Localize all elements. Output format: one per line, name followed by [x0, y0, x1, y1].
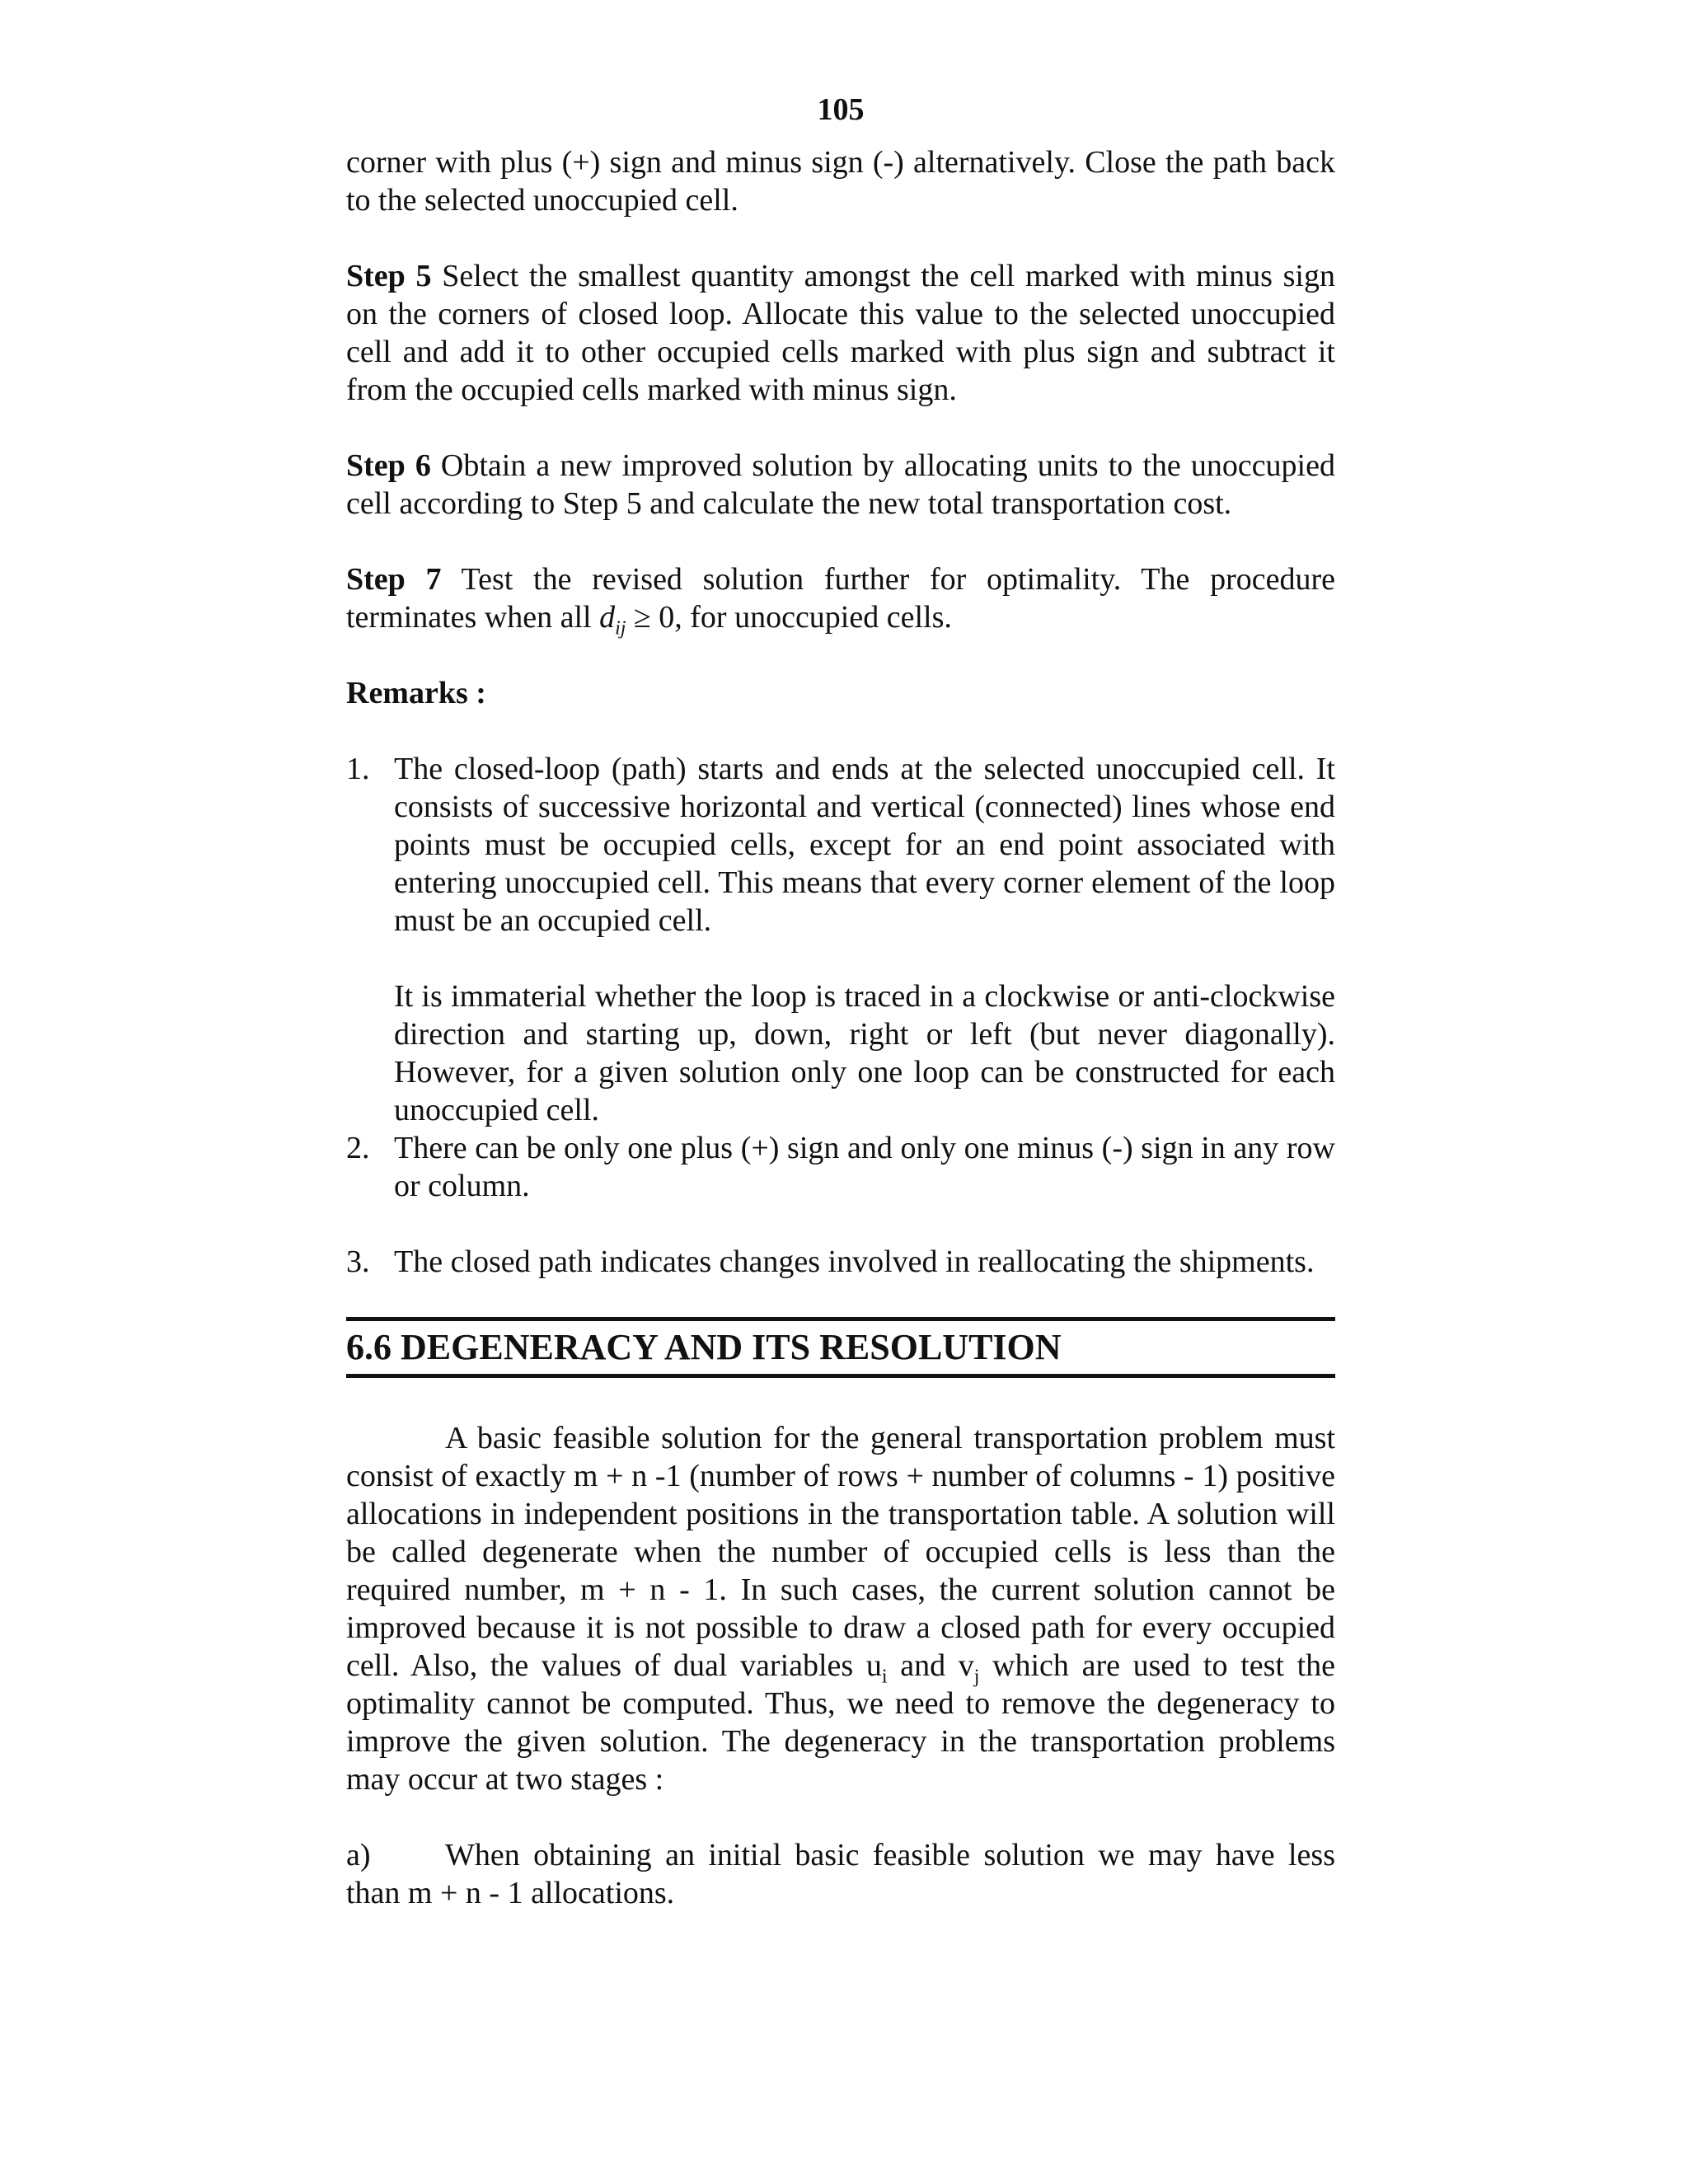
remark-number: 1.: [346, 752, 370, 786]
remarks-heading: Remarks :: [346, 676, 486, 710]
step-6-paragraph: [346, 447, 1335, 523]
remarks-list: [346, 750, 1335, 1281]
degeneracy-paragraph: [346, 1419, 1335, 1798]
remark-item-2: [346, 1129, 1335, 1205]
u-subscript: i: [881, 1666, 888, 1688]
remark-text: The closed path indicates changes involved in reallocating the shipments.: [394, 1244, 1315, 1279]
step-7-paragraph: [346, 560, 1335, 640]
math-var: d: [599, 600, 616, 635]
list-item-a: [346, 1836, 1335, 1912]
step-6-text: Obtain a new improved solution by allocating units to the unoccupied cell according to Step 5 and calculate the new total transportation cost.: [346, 448, 1335, 521]
item-a-marker: a): [346, 1838, 371, 1872]
document-page: [346, 91, 1335, 1912]
remark-text: There can be only one plus (+) sign and only one minus (-) sign in any row or column.: [394, 1131, 1335, 1203]
step-5-paragraph: [346, 257, 1335, 409]
continuation-paragraph: corner with plus (+) sign and minus sign (-) alternatively. Close the path back to the selected unoccupied cell.: [346, 145, 1335, 218]
step-5-label: Step 5: [346, 259, 432, 293]
remark-text: The closed-loop (path) starts and ends at the selected unoccupied cell. It consists of successive horizontal and vertical (connected) lines whose end points must be occupied cells, except for an end point associated with entering unoccupied cell. This means that every corner element of the loop must be an occupied cell.: [394, 752, 1335, 938]
remark-number: 2.: [346, 1131, 370, 1165]
degeneracy-text-1: A basic feasible solution for the general transportation problem must consist of exactly m + n -1 (number of rows + number of columns - 1) positive allocations in independent positions in the transportation table. A solution will be called degenerate when the number of occupied cells is less than the required number, m + n - 1. In such cases, the current solution cannot be improved because it is not possible to draw a closed path for every occupied cell. Also, the values of dual variables u: [346, 1421, 1335, 1683]
math-relation: ≥ 0: [626, 600, 675, 635]
step-6-label: Step 6: [346, 448, 431, 483]
remark-number: 3.: [346, 1244, 370, 1279]
remark-item-1: [346, 750, 1335, 1129]
step-5-text: Select the smallest quantity amongst the cell marked with minus sign on the corners of closed loop. Allocate this value to the selected unoccupied cell and add it to other occupied cells marked with plus sign and subtract it from the occupied cells marked with minus sign.: [346, 259, 1335, 407]
remark-item-3: [346, 1243, 1335, 1281]
degeneracy-text-3: which are used to test the optimality cannot be computed. Thus, we need to remove the degeneracy to improve the given solution. The degeneracy in the transportation problems may occur at two stages :: [346, 1648, 1335, 1797]
section-heading: 6.6 DEGENERACY AND ITS RESOLUTION: [346, 1317, 1335, 1378]
degeneracy-text-2: and v: [887, 1648, 974, 1683]
math-sub: ij: [615, 617, 626, 640]
step-7-text-after: , for unoccupied cells.: [674, 600, 952, 635]
page-number: 105: [817, 92, 865, 127]
step-7-text: Test the revised solution further for optimality. The procedure terminates when all: [346, 562, 1335, 635]
step-7-label: Step 7: [346, 562, 442, 597]
math-d-variable: [599, 600, 626, 640]
item-a-text: When obtaining an initial basic feasible solution we may have less than m + n - 1 allocations.: [346, 1838, 1335, 1910]
v-subscript: j: [973, 1666, 980, 1688]
remark-extra-text: It is immaterial whether the loop is traced in a clockwise or anti-clockwise direction and starting up, down, right or left (but never diagonally). However, for a given solution only one loop can be constructed for each unoccupied cell.: [394, 979, 1335, 1127]
